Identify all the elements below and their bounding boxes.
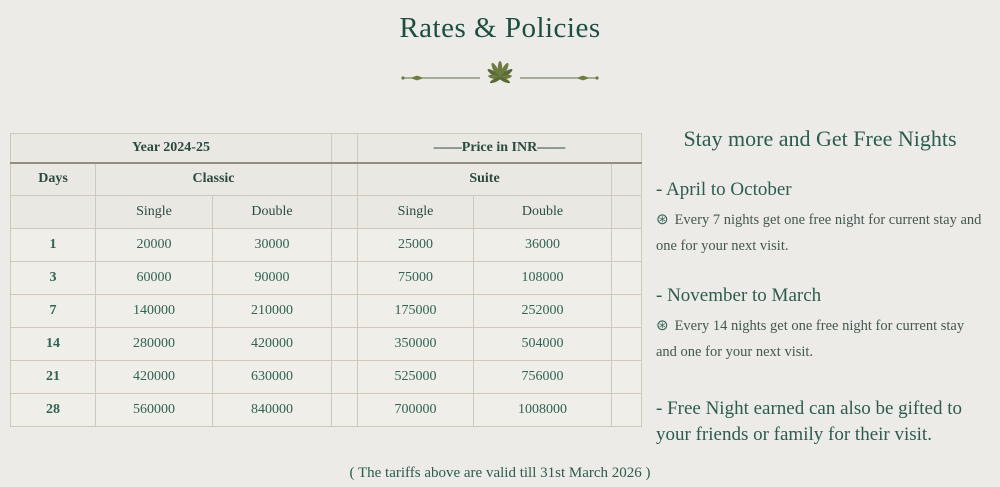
leaf-divider-icon xyxy=(400,59,600,91)
spacer-cell xyxy=(332,229,358,262)
spacer-cell xyxy=(612,328,642,361)
suite-single-value: 525000 xyxy=(358,361,474,394)
spacer-cell xyxy=(612,394,642,427)
suite-double-value: 1008000 xyxy=(474,394,612,427)
spacer-cell xyxy=(612,361,642,394)
spacer-cell xyxy=(332,394,358,427)
classic-single-header: Single xyxy=(96,196,213,229)
classic-single-value: 560000 xyxy=(96,394,213,427)
circled-star-icon: ⊛ xyxy=(656,212,669,228)
classic-double-value: 30000 xyxy=(213,229,332,262)
suite-single-value: 175000 xyxy=(358,295,474,328)
classic-single-value: 140000 xyxy=(96,295,213,328)
policy-section-text xyxy=(656,208,984,258)
suite-single-value: 25000 xyxy=(358,229,474,262)
table-row-occupancy xyxy=(11,196,642,229)
classic-single-value: 20000 xyxy=(96,229,213,262)
suite-double-value: 108000 xyxy=(474,262,612,295)
main-content xyxy=(0,126,1000,448)
classic-double-value: 210000 xyxy=(213,295,332,328)
policy-section-title: - November to March xyxy=(656,285,822,307)
spacer-cell xyxy=(332,328,358,361)
year-header-cell: Year 2024-25 xyxy=(11,134,332,163)
policy-text-body: Every 7 nights get one free night for current stay and one for your next visit. xyxy=(656,212,982,254)
suite-header-cell: Suite xyxy=(358,163,612,196)
days-value: 7 xyxy=(11,295,96,328)
spacer-cell xyxy=(332,262,358,295)
days-value: 28 xyxy=(11,394,96,427)
spacer-cell xyxy=(612,229,642,262)
table-row xyxy=(11,328,642,361)
table-row xyxy=(11,361,642,394)
divider xyxy=(0,59,1000,91)
classic-double-value: 630000 xyxy=(213,361,332,394)
circled-star-icon: ⊛ xyxy=(656,318,669,335)
classic-double-value: 90000 xyxy=(213,262,332,295)
free-nights-heading: Stay more and Get Free Nights xyxy=(683,126,957,151)
empty-cell xyxy=(11,196,96,229)
rates-table-section xyxy=(10,133,642,448)
policy-section-title: - April to October xyxy=(656,179,792,200)
suite-double-value: 36000 xyxy=(474,229,612,262)
table-row xyxy=(11,262,642,295)
classic-single-value: 60000 xyxy=(96,262,213,295)
suite-single-value: 350000 xyxy=(358,328,474,361)
table-row xyxy=(11,295,642,328)
spacer-cell xyxy=(332,196,358,229)
days-value: 14 xyxy=(11,328,96,361)
spacer-cell xyxy=(612,196,642,229)
classic-single-value: 280000 xyxy=(96,328,213,361)
days-value: 21 xyxy=(11,361,96,394)
classic-header-cell: Classic xyxy=(96,163,332,196)
days-value: 3 xyxy=(11,262,96,295)
days-value: 1 xyxy=(11,229,96,262)
suite-double-value: 756000 xyxy=(474,361,612,394)
tariff-validity-footnote: ( The tariffs above are valid till 31st March 2026 ) xyxy=(349,464,651,481)
suite-single-value: 75000 xyxy=(358,262,474,295)
rates-table xyxy=(10,133,642,427)
spacer-cell xyxy=(332,163,358,196)
free-nights-panel xyxy=(642,126,1000,448)
price-inr-header-cell: ——Price in INR—— xyxy=(358,134,642,163)
suite-double-value: 252000 xyxy=(474,295,612,328)
policy-section-april-october xyxy=(656,179,984,258)
suite-double-header: Double xyxy=(474,196,612,229)
classic-double-value: 840000 xyxy=(213,394,332,427)
spacer-cell xyxy=(612,163,642,196)
policy-text-body: Every 14 nights get one free night for current stay and one for your next visit. xyxy=(656,318,965,360)
spacer-cell xyxy=(612,262,642,295)
table-row xyxy=(11,229,642,262)
table-row xyxy=(11,394,642,427)
classic-single-value: 420000 xyxy=(96,361,213,394)
spacer-cell xyxy=(612,295,642,328)
suite-single-value: 700000 xyxy=(358,394,474,427)
policy-section-november-march xyxy=(656,285,984,364)
page-title: Rates & Policies xyxy=(399,12,601,44)
table-row-categories xyxy=(11,163,642,196)
suite-single-header: Single xyxy=(358,196,474,229)
classic-double-value: 420000 xyxy=(213,328,332,361)
days-header-cell: Days xyxy=(11,163,96,196)
table-row-year xyxy=(11,134,642,163)
page-header xyxy=(0,0,1000,91)
classic-double-header: Double xyxy=(213,196,332,229)
spacer-cell xyxy=(332,295,358,328)
suite-double-value: 504000 xyxy=(474,328,612,361)
policy-section-text xyxy=(656,314,984,364)
spacer-cell xyxy=(332,361,358,394)
spacer-cell xyxy=(332,134,358,163)
gift-note: - Free Night earned can also be gifted to your friends or family for their visit. xyxy=(656,398,962,445)
